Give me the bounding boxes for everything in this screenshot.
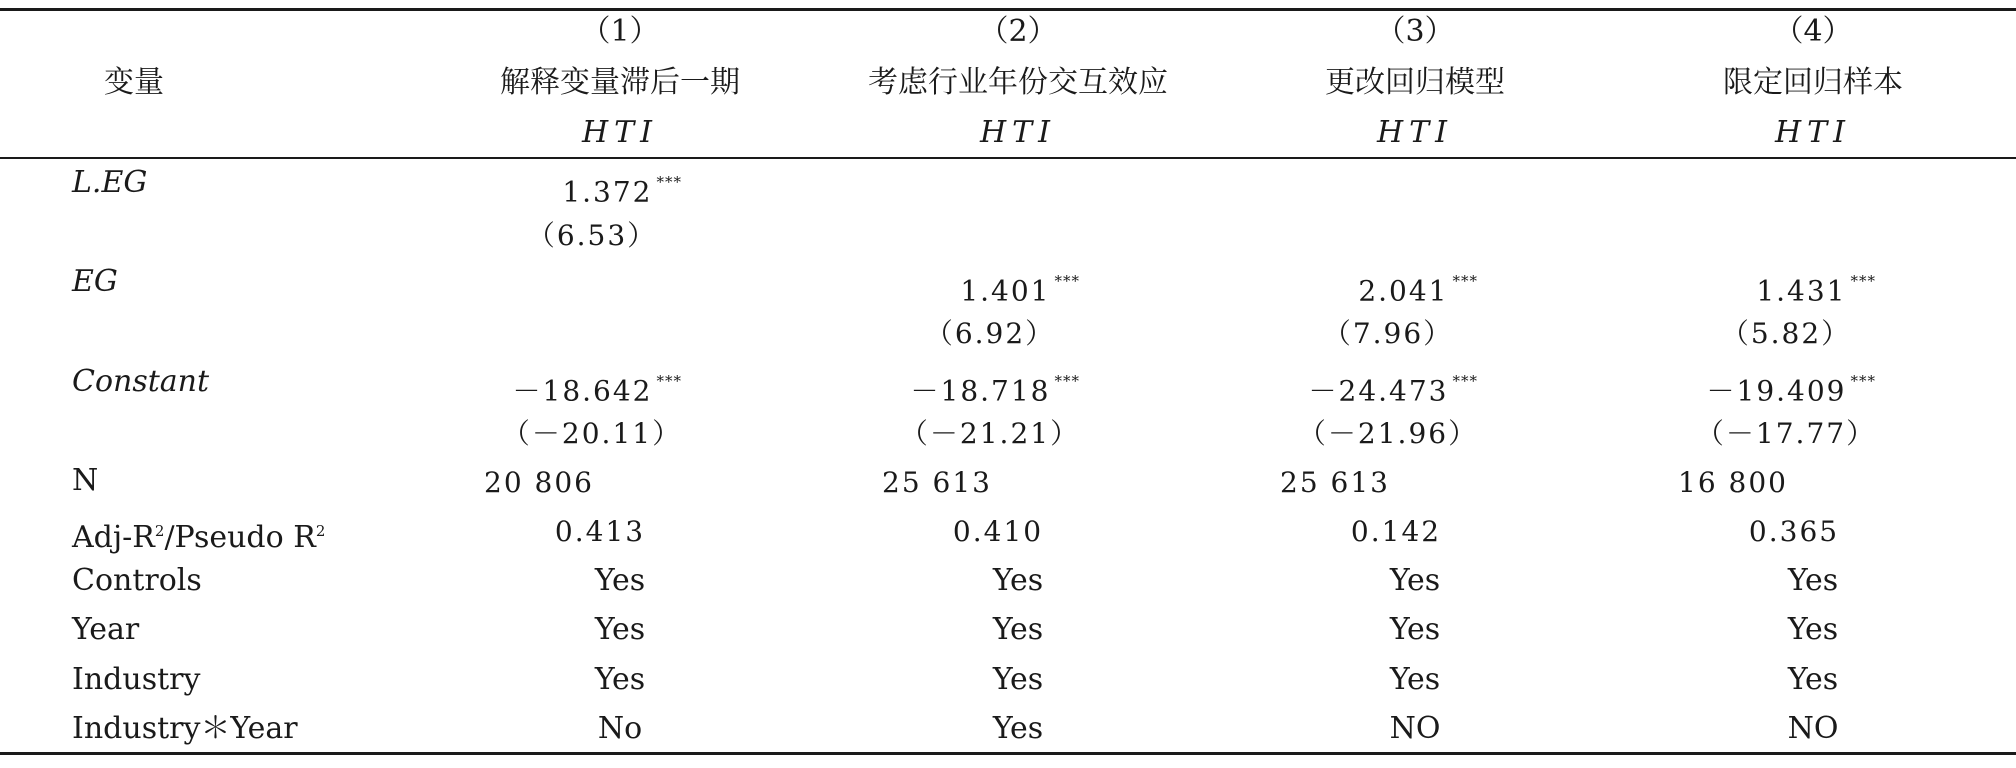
industry-year-value-2: Yes bbox=[992, 711, 1044, 746]
adj-r2-value-3: 0.142 bbox=[1350, 515, 1442, 548]
adj-r2-value-2: 0.410 bbox=[952, 515, 1044, 548]
year-value-2: Yes bbox=[992, 612, 1044, 647]
tstat-constant-4: （－17.77） bbox=[1695, 417, 1877, 450]
industry-value-1: Yes bbox=[594, 662, 646, 697]
dependent-variable-4: HTI bbox=[1774, 115, 1852, 150]
variable-header: 变量 bbox=[104, 65, 164, 100]
n-value-1: 20 806 bbox=[484, 466, 594, 499]
column-number-2: （2） bbox=[978, 14, 1058, 49]
row-label-n: N bbox=[72, 463, 99, 498]
dependent-variable-1: HTI bbox=[581, 115, 659, 150]
tstat-constant-2: （－21.21） bbox=[899, 417, 1081, 450]
controls-value-4: Yes bbox=[1787, 563, 1839, 598]
adj-r2-value-1: 0.413 bbox=[554, 515, 646, 548]
coef-constant-4: －19.409 *** bbox=[1706, 372, 1876, 408]
row-label-year: Year bbox=[72, 612, 140, 647]
tstat-eg-3: （7.96） bbox=[1322, 317, 1454, 350]
column-number-3: （3） bbox=[1375, 14, 1455, 49]
adj-r2-value-4: 0.365 bbox=[1748, 515, 1840, 548]
tstat-constant-1: （－20.11） bbox=[501, 417, 683, 450]
industry-year-value-4: NO bbox=[1787, 711, 1839, 746]
industry-value-4: Yes bbox=[1787, 662, 1839, 697]
dependent-variable-3: HTI bbox=[1376, 115, 1454, 150]
column-title-3: 更改回归模型 bbox=[1325, 65, 1505, 100]
row-label-industry-year: Industry＊Year bbox=[72, 711, 298, 746]
tstat-eg-4: （5.82） bbox=[1720, 317, 1852, 350]
year-value-4: Yes bbox=[1787, 612, 1839, 647]
coef-constant-2: －18.718 *** bbox=[910, 372, 1080, 408]
tstat-eg-2: （6.92） bbox=[924, 317, 1056, 350]
coef-eg-3: 2.041 *** bbox=[1358, 272, 1478, 308]
coef-eg-2: 1.401 *** bbox=[960, 272, 1080, 308]
column-number-4: （4） bbox=[1773, 14, 1853, 49]
n-value-4: 16 800 bbox=[1678, 466, 1788, 499]
industry-value-3: Yes bbox=[1389, 662, 1441, 697]
row-label-eg: EG bbox=[72, 264, 118, 299]
coef-leg-1: 1.372 *** bbox=[562, 173, 682, 209]
n-value-2: 25 613 bbox=[882, 466, 992, 499]
row-label-industry: Industry bbox=[72, 662, 201, 697]
column-title-2: 考虑行业年份交互效应 bbox=[868, 65, 1168, 100]
table-bottom-rule bbox=[0, 752, 2016, 755]
tstat-constant-3: （－21.96） bbox=[1297, 417, 1479, 450]
table-top-rule bbox=[0, 8, 2016, 11]
year-value-3: Yes bbox=[1389, 612, 1441, 647]
row-label-controls: Controls bbox=[72, 563, 202, 598]
dependent-variable-2: HTI bbox=[979, 115, 1057, 150]
industry-year-value-3: NO bbox=[1389, 711, 1441, 746]
column-number-1: （1） bbox=[580, 14, 660, 49]
n-value-3: 25 613 bbox=[1280, 466, 1390, 499]
controls-value-1: Yes bbox=[594, 563, 646, 598]
table-header-rule bbox=[0, 157, 2016, 159]
coef-constant-3: －24.473 *** bbox=[1308, 372, 1478, 408]
row-label-constant: Constant bbox=[72, 364, 210, 399]
row-label-adj-r2: Adj-$R^2$/Pseudo $R^2$ bbox=[72, 520, 326, 555]
industry-value-2: Yes bbox=[992, 662, 1044, 697]
column-title-4: 限定回归样本 bbox=[1723, 65, 1903, 100]
controls-value-3: Yes bbox=[1389, 563, 1441, 598]
column-title-1: 解释变量滞后一期 bbox=[500, 65, 740, 100]
year-value-1: Yes bbox=[594, 612, 646, 647]
industry-year-value-1: No bbox=[597, 711, 643, 746]
controls-value-2: Yes bbox=[992, 563, 1044, 598]
row-label-leg: L.EG bbox=[72, 165, 148, 200]
coef-constant-1: －18.642 *** bbox=[512, 372, 682, 408]
tstat-leg-1: （6.53） bbox=[526, 219, 658, 252]
coef-eg-4: 1.431 *** bbox=[1756, 272, 1876, 308]
